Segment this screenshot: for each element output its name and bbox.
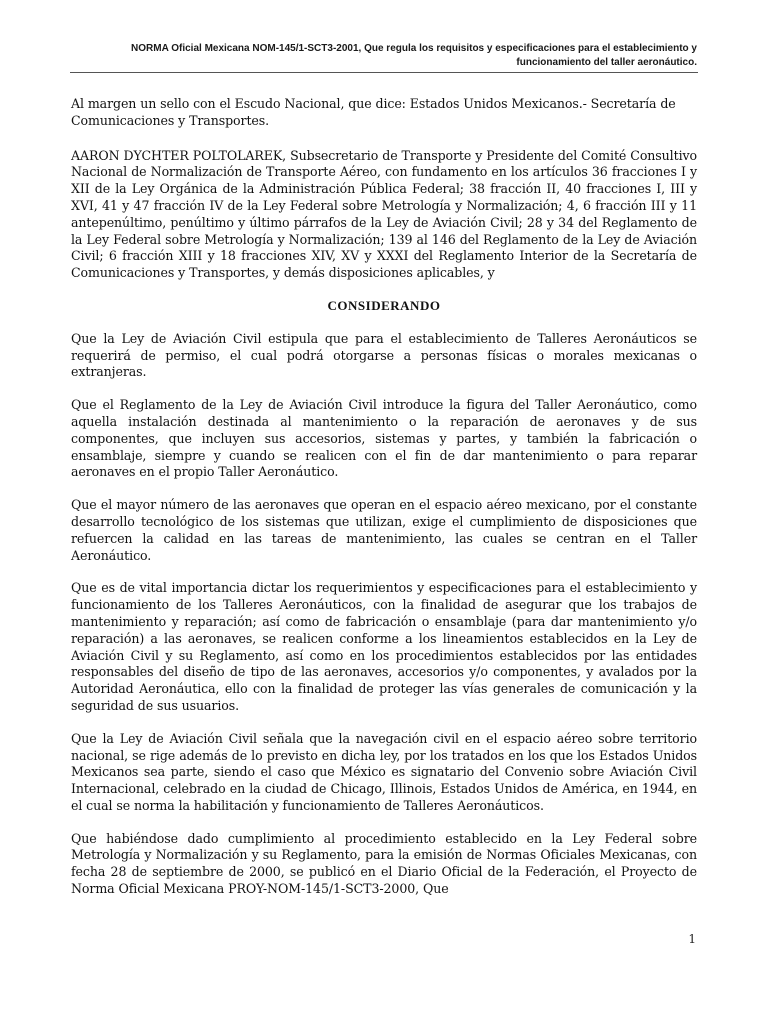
running-header: [57, 42, 697, 70]
paragraph-considerando-3: Que el mayor número de las aeronaves que operan en el espacio aéreo mexicano, por el constante desarrollo tecnológico de los sistemas que utilizan, exige el cumplimiento de disposiciones que refuercen la calidad en las tareas de mantenimiento, las cuales se centran en el Taller Aeronáutico.: [71, 497, 697, 563]
page-number: 1: [688, 932, 696, 946]
paragraph-considerando-2: Que el Reglamento de la Ley de Aviación Civil introduce la figura del Taller Aeronáutico, como aquella instalación destinada al mantenimiento o la reparación de aeronaves y de sus componentes, que incluyen sus accesorios, sistemas y partes, y también la fabricación o ensamblaje, siempre y cuando se realicen con el fin de dar mantenimiento o para reparar aeronaves en el propio Taller Aeronáutico.: [71, 397, 697, 480]
paragraph-considerando-1: Que la Ley de Aviación Civil estipula que para el establecimiento de Talleres Aeronáuticos se requerirá de permiso, el cual podrá otorgarse a personas físicas o morales mexicanas o extranjeras.: [71, 330, 697, 380]
header-line-1: NORMA Oficial Mexicana NOM-145/1-SCT3-2001, Que regula los requisitos y especificaciones para el establecimiento y: [131, 43, 697, 54]
paragraph-preamble: AARON DYCHTER POLTOLAREK, Subsecretario de Transporte y Presidente del Comité Consultivo Nacional de Normalización de Transporte Aéreo, con fundamento en los artículos 36 fracciones I y XII de la Ley Orgánica de la Administración Pública Federal; 38 fracción II, 40 fracciones I, III y XVI, 41 y 47 fracción IV de la Ley Federal sobre Metrología y Normalización; 4, 6 fracción III y 11 antepenúltimo, penúltimo y último párrafos de la Ley de Aviación Civil; 28 y 34 del Reglamento de la Ley Federal sobre Metrología y Normalización; 139 al 146 del Reglamento de la Ley de Aviación Civil; 6 fracción XIII y 18 fracciones XIV, XV y XXXI del Reglamento Interior de la Secretaría de Comunicaciones y Transportes, y demás disposiciones aplicables, y: [71, 147, 697, 281]
paragraph-seal: Al margen un sello con el Escudo Nacional, que dice: Estados Unidos Mexicanos.- Secretaría de Comunicaciones y Transportes.: [71, 96, 676, 128]
document-body: [71, 96, 697, 914]
section-title: CONSIDERANDO: [327, 297, 441, 313]
paragraph-considerando-4: Que es de vital importancia dictar los requerimientos y especificaciones para el establecimiento y funcionamiento de los Talleres Aeronáuticos, con la finalidad de asegurar que los trabajos de mantenimiento y reparación; así como de fabricación o ensamblaje (para dar mantenimiento y/o reparación) a las aeronaves, se realicen conforme a los lineamientos establecidos en la Ley de Aviación Civil y su Reglamento, así como en los procedimientos establecidos por las entidades responsables del diseño de tipo de las aeronaves, accesorios y/o componentes, y avalados por la Autoridad Aeronáutica, ello con la finalidad de proteger las vías generales de comunicación y la seguridad de sus usuarios.: [71, 580, 697, 713]
header-divider: [70, 72, 698, 73]
paragraph-considerando-6: Que habiéndose dado cumplimiento al procedimiento establecido en la Ley Federal sobre Metrología y Normalización y su Reglamento, para la emisión de Normas Oficiales Mexicanas, con fecha 28 de septiembre de 2000, se publicó en el Diario Oficial de la Federación, el Proyecto de Norma Oficial Mexicana PROY-NOM-145/1-SCT3-2000, Que: [71, 830, 697, 897]
header-line-2: funcionamiento del taller aeronáutico.: [516, 57, 697, 68]
paragraph-considerando-5: Que la Ley de Aviación Civil señala que la navegación civil en el espacio aéreo sobre territorio nacional, se rige además de lo previsto en dicha ley, por los tratados en los que los Estados Unidos Mexicanos sea parte, siendo el caso que México es signatario del Convenio sobre Aviación Civil Internacional, celebrado en la ciudad de Chicago, Illinois, Estados Unidos de América, en 1944, en el cual se norma la habilitación y funcionamiento de Talleres Aeronáuticos.: [71, 730, 697, 813]
